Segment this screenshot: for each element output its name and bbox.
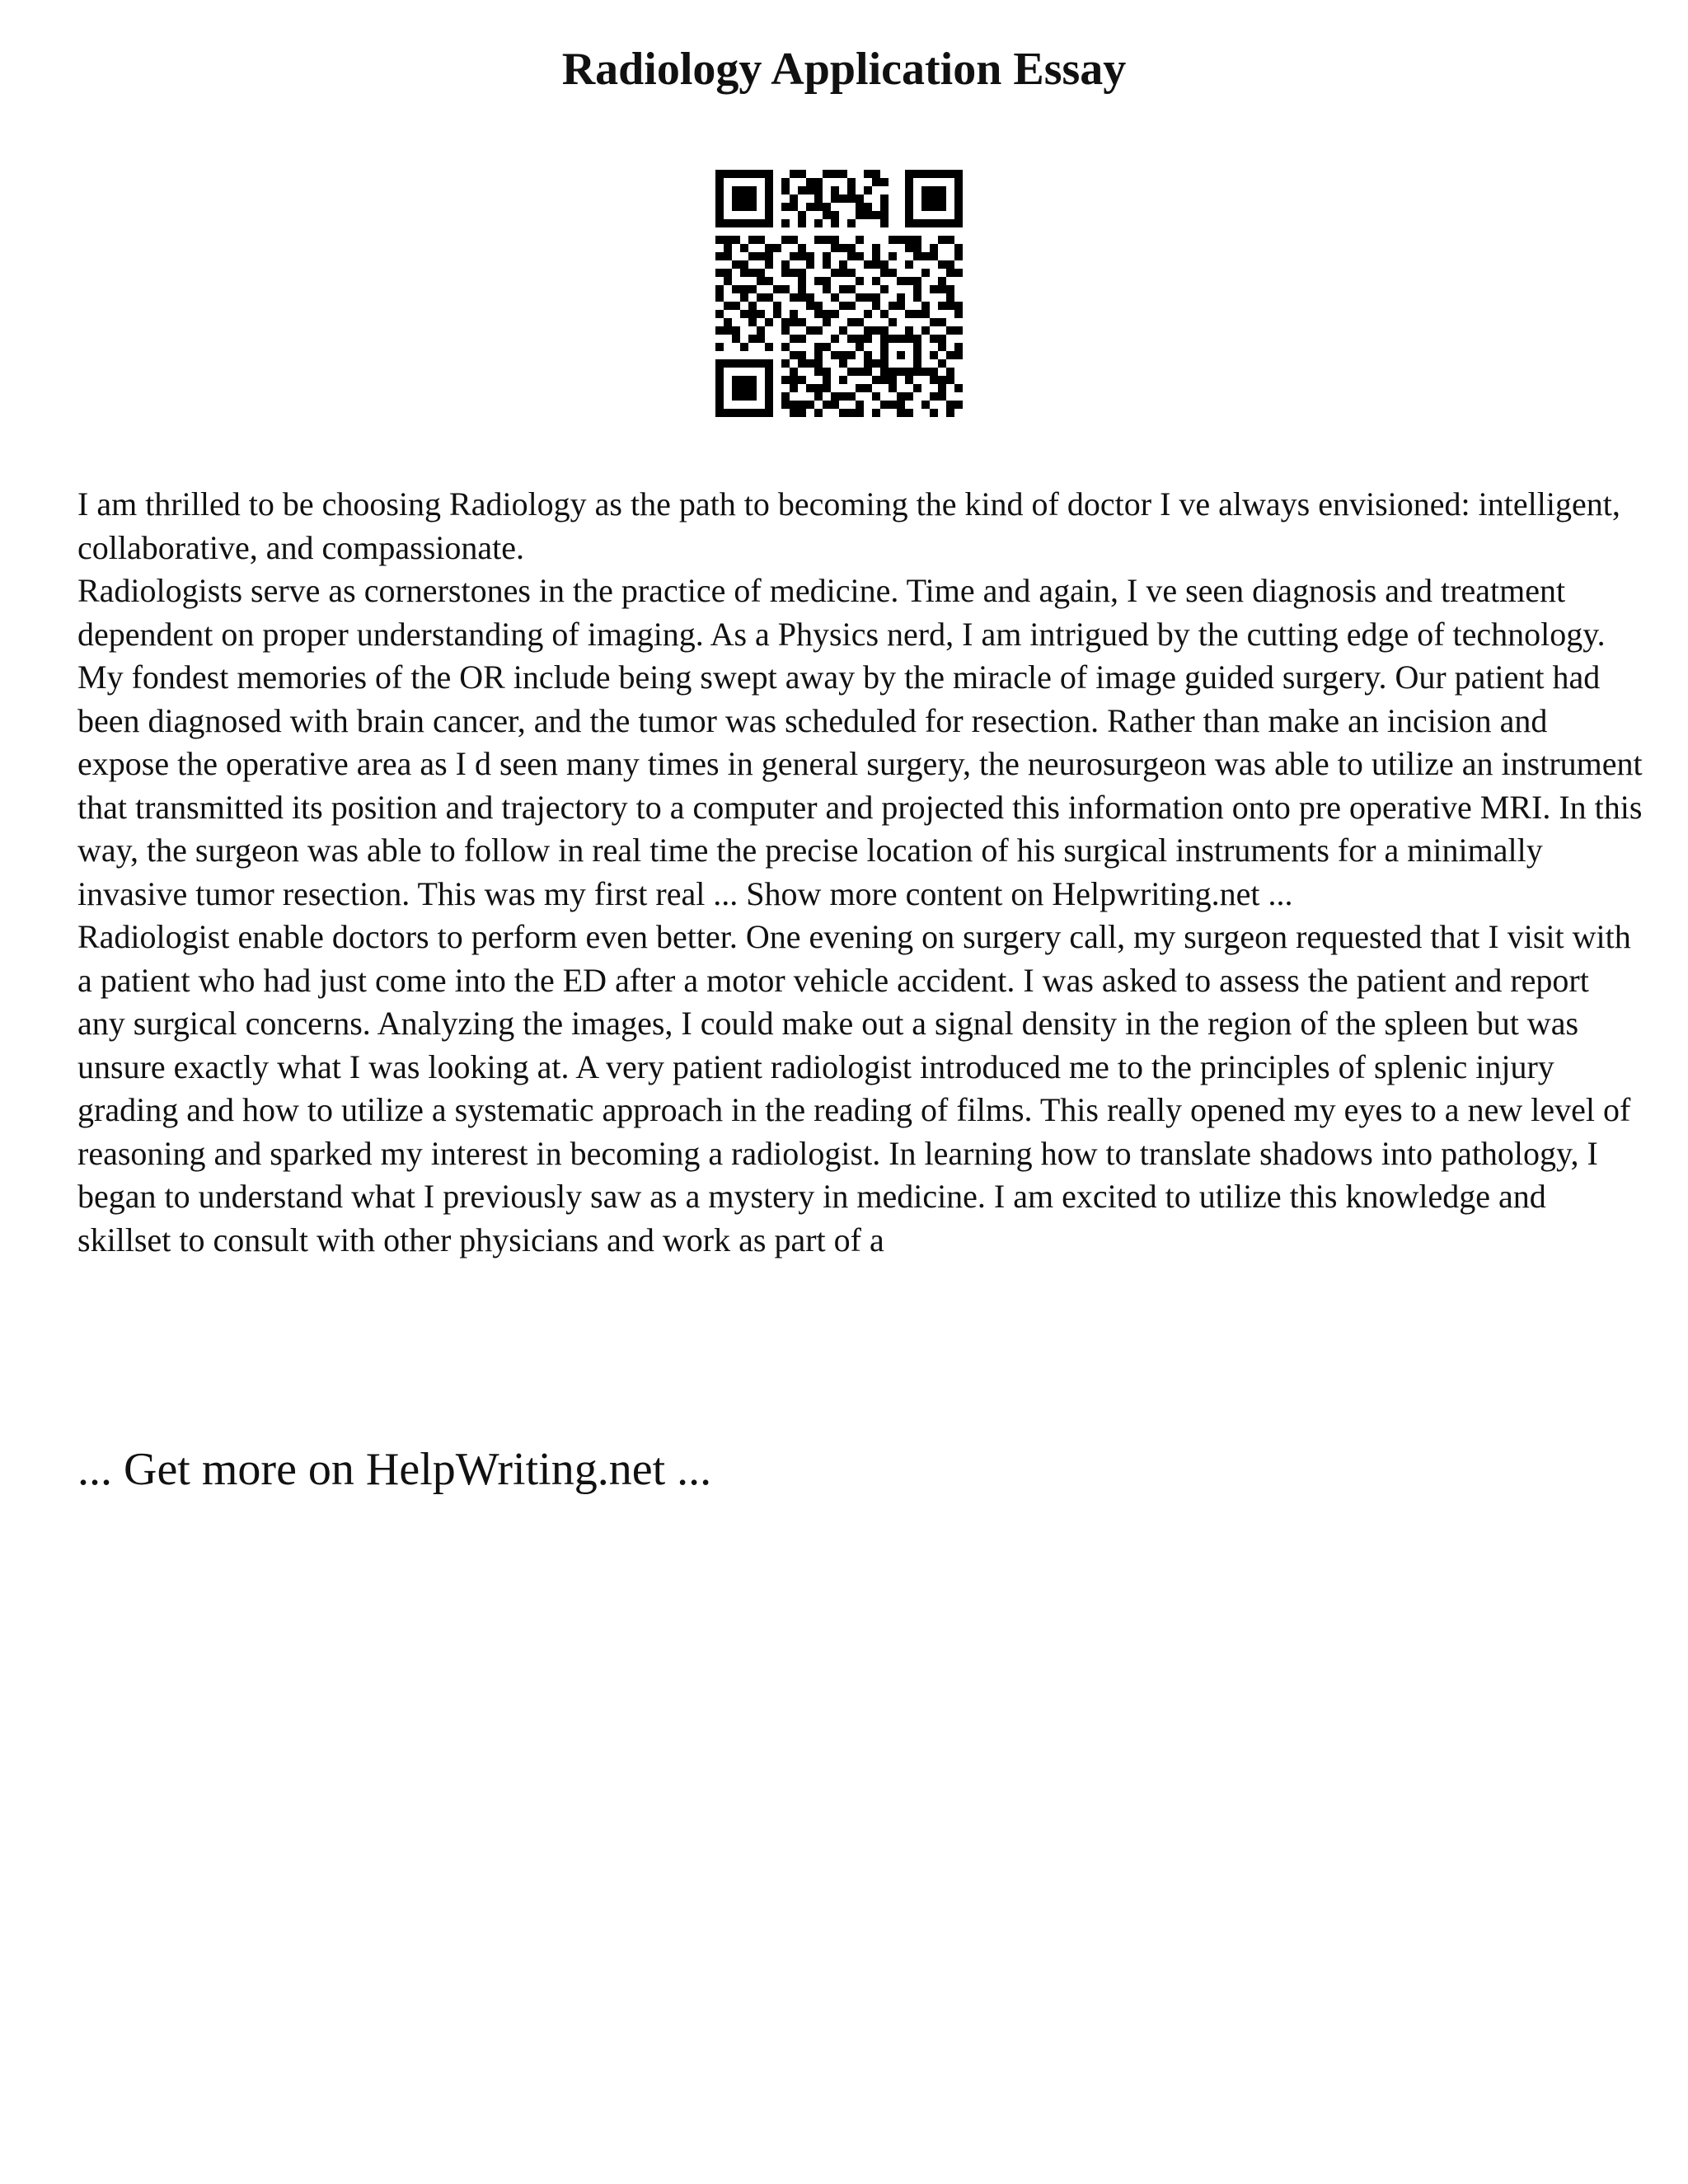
essay-paragraph-1: I am thrilled to be choosing Radiology as the path to becoming the kind of doctor I ve always envisioned: intelligent, collaborative, and compassionate. (77, 485, 1620, 566)
essay-paragraph-3: Radiologist enable doctors to perform even better. One evening on surgery call, my surgeon requested that I visit with a patient who had just come into the ED after a motor vehicle accident. I was asked to assess the patient and report any surgical concerns. Analyzing the images, I could make out a signal density in the region of the spleen but was unsure exactly what I was looking at. A very patient radiologist introduced me to the principles of splenic injury grading and how to utilize a systematic approach in the reading of films. This really opened my eyes to a new level of reasoning and sparked my interest in becoming a radiologist. In learning how to translate shadows into pathology, I began to understand what I previously saw as a mystery in medicine. I am excited to utilize this knowledge and skillset to consult with other physicians and work as part of a (77, 918, 1631, 1258)
essay-paragraph-2: Radiologists serve as cornerstones in the practice of medicine. Time and again, I ve seen diagnosis and treatment dependent on proper understanding of imaging. As a Physics nerd, I am intrigued by the cutting edge of technology. My fondest memories of the OR include being swept away by the miracle of image guided surgery. Our patient had been diagnosed with brain cancer, and the tumor was scheduled for resection. Rather than make an incision and expose the operative area as I d seen many times in general surgery, the neurosurgeon was able to utilize an instrument that transmitted its position and trajectory to a computer and projected this information onto pre operative MRI. In this way, the surgeon was able to follow in real time the precise location of his surgical instruments for a minimally invasive tumor resection. This was my first real ... Show more content on Helpwriting.net ... (77, 572, 1643, 912)
page-title: Radiology Application Essay (561, 44, 1127, 95)
essay-body (77, 483, 1643, 1262)
get-more-link[interactable]: ... Get more on HelpWriting.net ... (77, 1444, 712, 1495)
qr-code (715, 170, 963, 417)
